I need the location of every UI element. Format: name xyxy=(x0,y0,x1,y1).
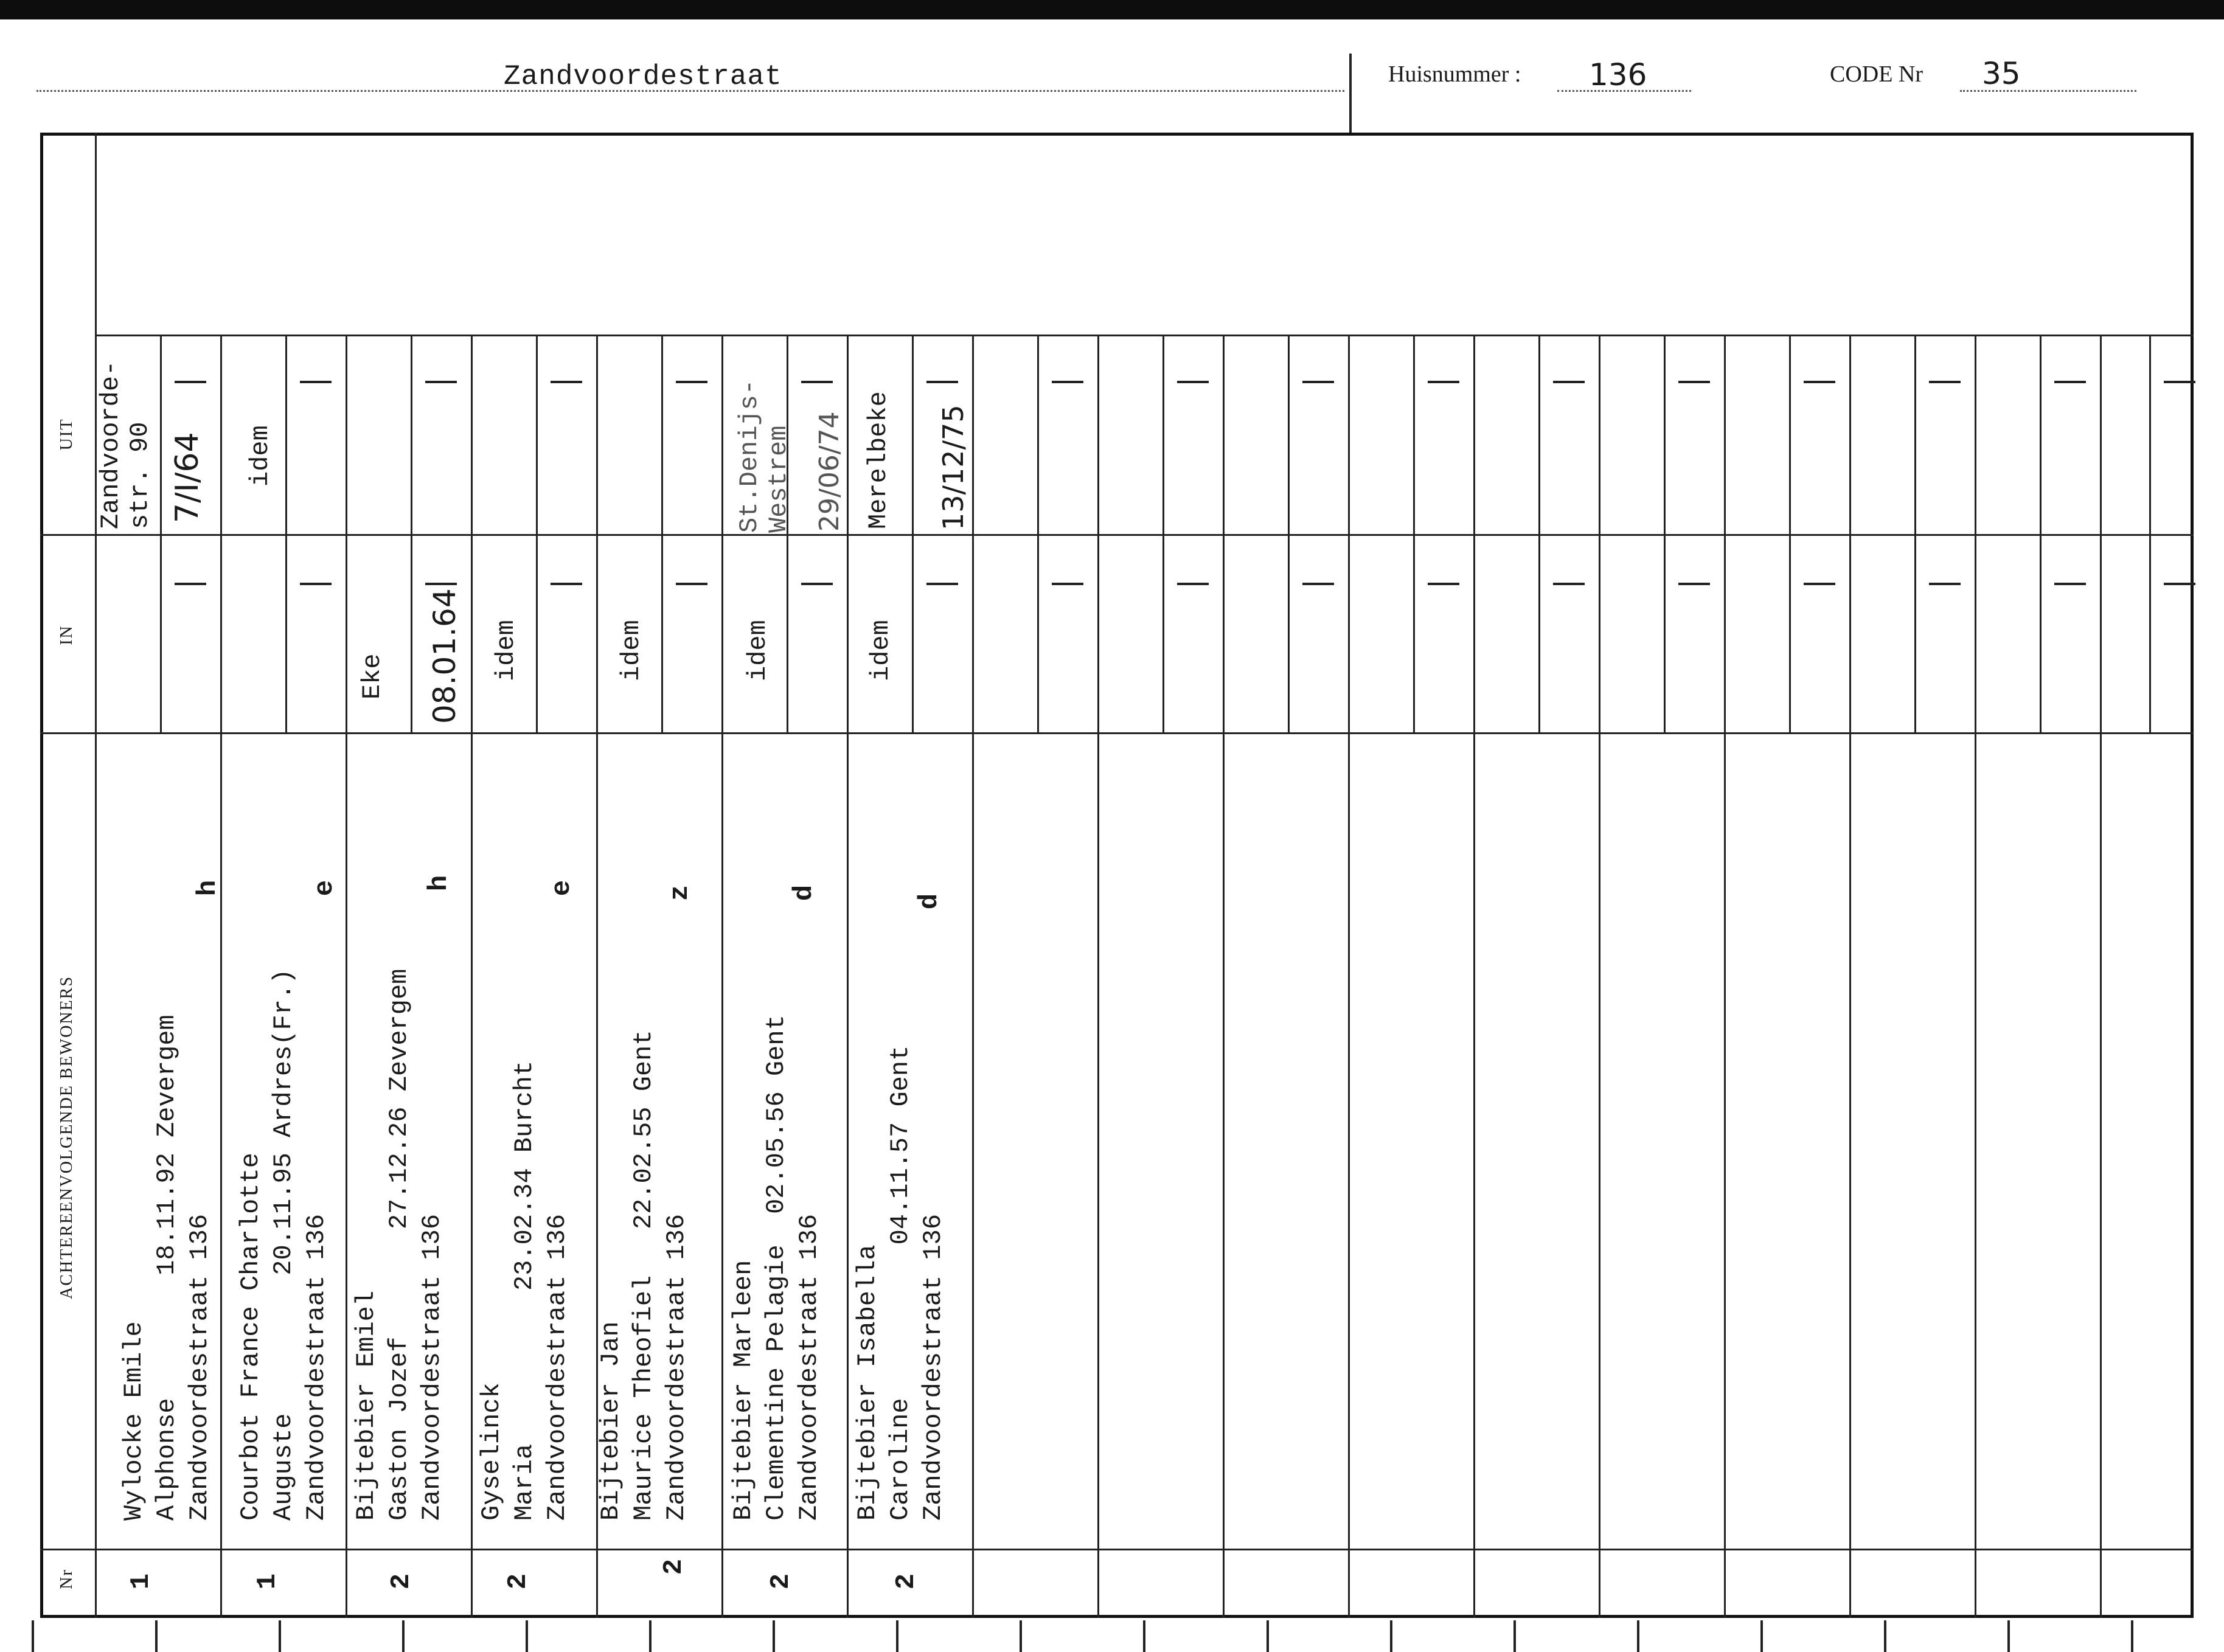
empty-date-dash xyxy=(1052,381,1083,383)
empty-date-dash xyxy=(926,583,958,585)
code-value: 35 xyxy=(1982,56,2021,91)
column-divider xyxy=(1223,335,1225,1618)
empty-date-dash xyxy=(300,381,332,383)
column-divider xyxy=(1849,335,1851,1618)
empty-date-dash xyxy=(926,381,958,383)
date-subcolumn-divider xyxy=(1664,335,1666,732)
resident-address: Zandvoordestraat 136 xyxy=(794,1213,824,1521)
column-divider xyxy=(847,335,849,1618)
empty-date-dash xyxy=(676,583,707,585)
edge-tick xyxy=(155,1620,158,1652)
column-divider xyxy=(721,335,723,1618)
in-place: idem xyxy=(617,620,646,681)
date-subcolumn-divider xyxy=(1288,335,1290,732)
column-divider xyxy=(1599,335,1600,1618)
empty-date-dash xyxy=(551,583,582,585)
edge-tick xyxy=(1143,1620,1145,1652)
uit-place: St.Denijs- Westrem xyxy=(735,379,793,533)
column-divider xyxy=(1975,335,1976,1618)
edge-tick xyxy=(1760,1620,1763,1652)
resident-code: e xyxy=(547,880,577,897)
in-place: idem xyxy=(743,620,773,681)
resident-nr: 2 xyxy=(766,1573,796,1590)
empty-date-dash xyxy=(801,381,833,383)
empty-date-dash xyxy=(1804,583,1835,585)
date-subcolumn-divider xyxy=(411,335,412,732)
in-place: idem xyxy=(492,620,521,681)
edge-tick xyxy=(279,1620,281,1652)
bewoners-column-label: ACHTEREENVOLGENDE BEWONERS xyxy=(57,976,76,1299)
column-divider xyxy=(220,335,222,1618)
resident-name: Gyselinck xyxy=(477,1383,506,1521)
resident-address: Zandvoordestraat 136 xyxy=(417,1213,447,1521)
empty-date-dash xyxy=(1678,583,1710,585)
empty-date-dash xyxy=(1678,381,1710,383)
uit-date: 7/I/64 xyxy=(169,432,206,523)
date-subcolumn-divider xyxy=(1162,335,1164,732)
edge-tick xyxy=(1637,1620,1639,1652)
uit-in-separator xyxy=(40,534,2194,536)
date-subcolumn-divider xyxy=(285,335,287,732)
empty-date-dash xyxy=(1929,381,1961,383)
edge-tick xyxy=(402,1620,405,1652)
empty-date-dash xyxy=(1302,583,1334,585)
in-column-label: IN xyxy=(57,625,76,645)
resident-nr: 2 xyxy=(891,1573,922,1590)
resident-details: Clementine Pelagie 02.05.56 Gent xyxy=(762,1015,791,1521)
column-divider xyxy=(1348,335,1350,1618)
empty-date-dash xyxy=(175,381,206,383)
date-subcolumn-divider xyxy=(160,335,162,732)
date-subcolumn-divider xyxy=(2149,335,2151,732)
resident-code: e xyxy=(310,880,340,897)
column-divider xyxy=(1097,335,1099,1618)
resident-name: Bijtebier Isabella xyxy=(853,1244,882,1521)
edge-tick xyxy=(1513,1620,1516,1652)
resident-nr: 2 xyxy=(503,1573,533,1590)
date-subcolumn-divider xyxy=(1914,335,1916,732)
resident-details: Caroline 04.11.57 Gent xyxy=(886,1045,915,1521)
empty-date-dash xyxy=(2164,381,2195,383)
empty-date-dash xyxy=(425,583,457,585)
edge-tick xyxy=(773,1620,775,1652)
empty-date-dash xyxy=(1804,381,1835,383)
resident-details: Maurice Theofiel 22.02.55 Gent xyxy=(629,1030,658,1521)
empty-date-dash xyxy=(676,381,707,383)
resident-nr: 1 xyxy=(252,1573,283,1590)
nr-column-label: Nr xyxy=(57,1569,76,1589)
label-column-line xyxy=(95,133,97,1618)
street-name: Zandvoordestraat xyxy=(504,61,782,92)
resident-name: Courbot France Charlotte xyxy=(236,1153,265,1521)
column-divider xyxy=(972,335,974,1618)
empty-date-dash xyxy=(551,381,582,383)
in-date: 08.01.64 xyxy=(427,588,462,724)
resident-address: Zandvoordestraat 136 xyxy=(302,1213,331,1521)
empty-date-dash xyxy=(1929,583,1961,585)
in-place: idem xyxy=(866,620,895,681)
column-divider xyxy=(471,335,473,1618)
uit-column-label: UIT xyxy=(57,418,76,451)
column-divider xyxy=(1724,335,1726,1618)
resident-details: Maria 23.02.34 Burcht xyxy=(510,1060,539,1521)
date-subcolumn-divider xyxy=(1413,335,1415,732)
empty-date-dash xyxy=(300,583,332,585)
huisnummer-label: Huisnummer : xyxy=(1388,61,1521,87)
empty-date-dash xyxy=(801,583,833,585)
date-subcolumn-divider xyxy=(2040,335,2042,732)
resident-code: h xyxy=(193,880,223,897)
edge-tick xyxy=(896,1620,898,1652)
resident-details: Alphonse 18.11.92 Zevergem xyxy=(152,1015,181,1521)
edge-tick xyxy=(649,1620,652,1652)
resident-nr: 2 xyxy=(386,1573,417,1590)
uit-top-line xyxy=(95,335,2194,336)
in-bewoners-separator xyxy=(40,732,2194,734)
uit-date: 29/06/74 xyxy=(814,411,845,532)
date-subcolumn-divider xyxy=(1789,335,1791,732)
top-scan-edge xyxy=(0,0,2224,19)
resident-address: Zandvoordestraat 136 xyxy=(543,1213,572,1521)
empty-date-dash xyxy=(1428,583,1459,585)
resident-nr: 1 xyxy=(126,1573,156,1590)
edge-tick xyxy=(1267,1620,1269,1652)
resident-code: h xyxy=(424,875,454,892)
resident-code: d xyxy=(789,884,819,901)
empty-date-dash xyxy=(1052,583,1083,585)
resident-code: d xyxy=(914,893,945,910)
date-subcolumn-divider xyxy=(1538,335,1540,732)
huisnummer-value: 136 xyxy=(1589,57,1647,92)
resident-name: Wylocke Emile xyxy=(119,1321,148,1521)
resident-code: z xyxy=(665,884,695,901)
resident-details: Auguste 20.11.95 Ardres(Fr.) xyxy=(269,968,298,1521)
empty-date-dash xyxy=(2054,583,2086,585)
header-separator xyxy=(1349,54,1352,133)
empty-date-dash xyxy=(2164,583,2195,585)
edge-tick xyxy=(1884,1620,1886,1652)
resident-address: Zandvoordestraat 136 xyxy=(662,1213,691,1521)
date-subcolumn-divider xyxy=(661,335,663,732)
column-divider xyxy=(1473,335,1475,1618)
resident-address: Zandvoordestraat 136 xyxy=(185,1213,214,1521)
empty-date-dash xyxy=(1428,381,1459,383)
empty-date-dash xyxy=(175,583,206,585)
column-divider xyxy=(346,335,347,1618)
resident-address: Zandvoordestraat 136 xyxy=(919,1213,948,1521)
edge-tick xyxy=(2131,1620,2133,1652)
resident-name: Bijtebier Emiel xyxy=(352,1290,381,1521)
edge-tick xyxy=(1390,1620,1392,1652)
uit-date: 13/12/75 xyxy=(937,404,970,530)
uit-place: idem xyxy=(246,425,275,487)
empty-date-dash xyxy=(1302,381,1334,383)
edge-tick xyxy=(526,1620,528,1652)
empty-date-dash xyxy=(2054,381,2086,383)
date-subcolumn-divider xyxy=(1037,335,1039,732)
edge-tick xyxy=(32,1620,34,1652)
resident-details: Gaston Jozef 27.12.26 Zevergem xyxy=(384,968,414,1521)
date-subcolumn-divider xyxy=(536,335,538,732)
column-divider xyxy=(2100,335,2102,1618)
resident-name: Bijtebier Jan xyxy=(596,1321,625,1521)
empty-date-dash xyxy=(1177,381,1209,383)
bewoners-nr-separator xyxy=(40,1549,2194,1550)
resident-name: Bijtebier Marleen xyxy=(729,1260,758,1521)
empty-date-dash xyxy=(1553,583,1585,585)
edge-tick xyxy=(1020,1620,1022,1652)
empty-date-dash xyxy=(1553,381,1585,383)
edge-tick xyxy=(2007,1620,2010,1652)
uit-place: Zandvoorde- str. 90 xyxy=(96,360,155,529)
empty-date-dash xyxy=(1177,583,1209,585)
empty-date-dash xyxy=(425,381,457,383)
code-label: CODE Nr xyxy=(1830,61,1923,87)
uit-place: Merelbeke xyxy=(864,391,893,529)
resident-nr: 2 xyxy=(659,1558,689,1575)
in-place: Eke xyxy=(358,653,387,699)
date-subcolumn-divider xyxy=(912,335,914,732)
